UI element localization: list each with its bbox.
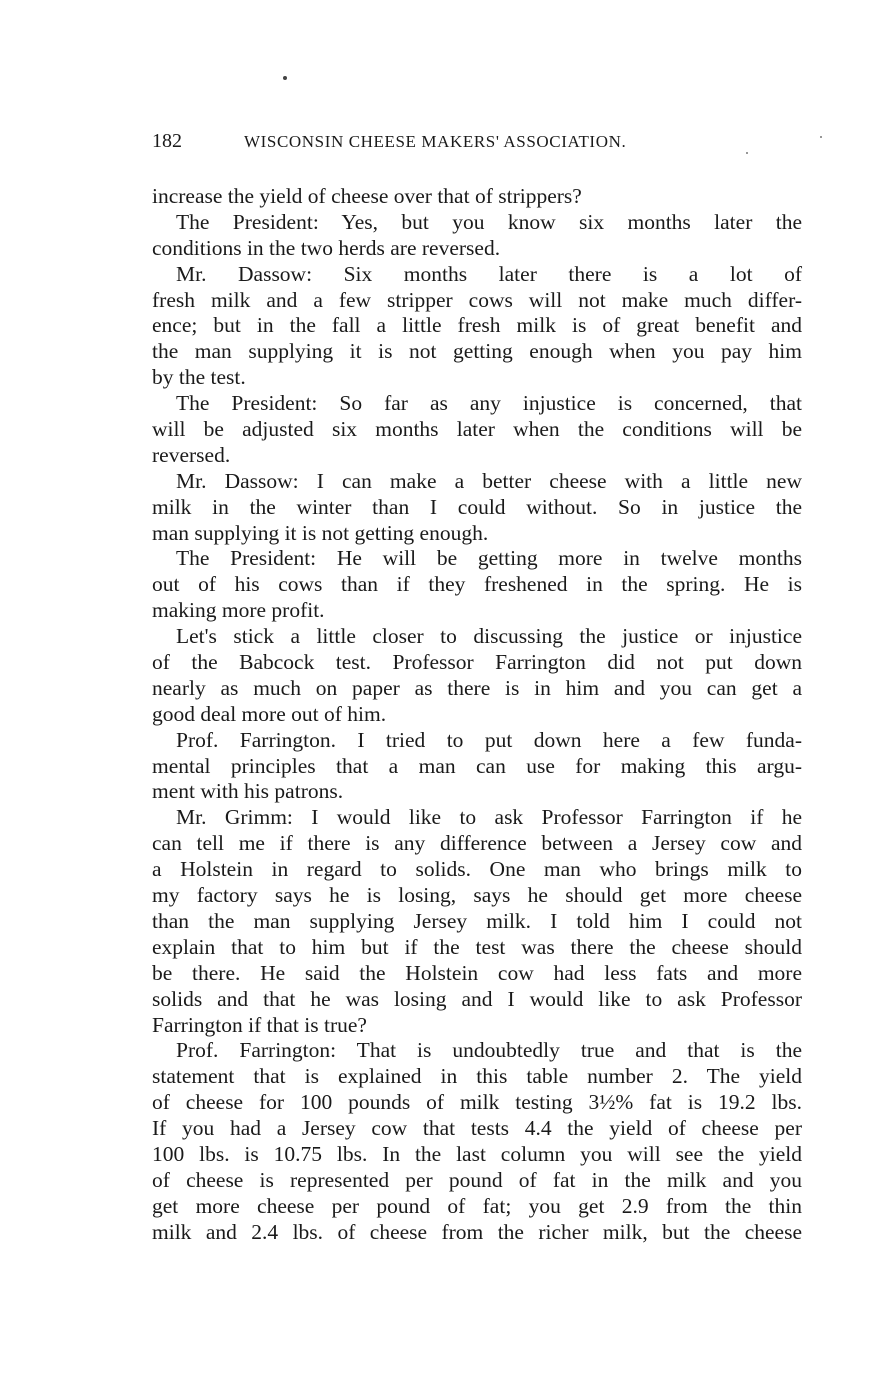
text-line: Mr. Grimm: I would like to ask Professor Farrington if he [176,805,802,830]
text-line: The President: Yes, but you know six months later the [176,209,802,234]
text-line: Prof. Farrington: That is undoubtedly true and that is the [176,1038,802,1063]
text-line: ment with his patrons. [152,779,344,804]
text-line: man supplying it is not getting enough. [152,520,489,545]
text-line: The President: So far as any injustice is concerned, that [176,391,802,416]
text-line: get more cheese per pound of fat; you get 2.9 from the thin [152,1193,802,1218]
text-line: conditions in the two herds are reversed. [152,235,501,260]
text-line: a Holstein in regard to solids. One man who brings milk to [152,857,802,882]
text-line: reversed. [152,442,231,467]
text-line: good deal more out of him. [152,701,387,726]
text-line: Mr. Dassow: I can make a better cheese with a little new [176,468,802,493]
ink-speck [283,76,287,80]
text-line: the man supplying it is not getting enough when you pay him [152,339,802,364]
text-line: of cheese for 100 pounds of milk testing 3½% fat is 19.2 lbs. [152,1090,802,1115]
text-line: The President: He will be getting more in twelve months [176,546,802,571]
text-line: will be adjusted six months later when the conditions will be [152,417,802,442]
text-line: increase the yield of cheese over that of strippers? [152,184,582,208]
text-line: milk in the winter than I could without. So in justice the [152,494,802,519]
text-line: Mr. Dassow: Six months later there is a lot of [176,261,802,286]
page-header [152,130,802,160]
text-line: by the test. [152,365,246,390]
text-line: can tell me if there is any difference between a Jersey cow and [152,831,802,856]
text-line: nearly as much on paper as there is in him and you can get a [152,675,802,700]
text-line: out of his cows than if they freshened in the spring. He is [152,572,802,597]
page-number: 182 [152,130,182,152]
running-title: WISCONSIN CHEESE MAKERS' ASSOCIATION. [244,132,627,151]
text-line: statement that is explained in this table number 2. The yield [152,1064,802,1089]
text-line: explain that to him but if the test was there the cheese should [152,934,802,959]
text-line: milk and 2.4 lbs. of cheese from the richer milk, but the cheese [152,1219,802,1244]
text-line: my factory says he is losing, says he should get more cheese [152,883,802,908]
text-line: making more profit. [152,598,325,623]
text-line: of cheese is represented per pound of fat in the milk and you [152,1167,802,1192]
text-line: Prof. Farrington. I tried to put down here a few funda- [176,727,802,752]
ink-speck [820,136,822,138]
text-line: 100 lbs. is 10.75 lbs. In the last column you will see the yield [152,1141,802,1166]
text-line: Farrington if that is true? [152,1012,367,1037]
text-line: fresh milk and a few stripper cows will not make much differ- [152,287,802,312]
text-line: If you had a Jersey cow that tests 4.4 the yield of cheese per [152,1116,802,1141]
text-line: be there. He said the Holstein cow had less fats and more [152,960,802,985]
text-line: than the man supplying Jersey milk. I told him I could not [152,908,802,933]
text-line: mental principles that a man can use for making this argu- [152,753,802,778]
text-line: ence; but in the fall a little fresh milk is of great benefit and [152,313,802,338]
text-line: solids and that he was losing and I would like to ask Professor [152,986,802,1011]
body-text [152,184,802,1246]
text-line: Let's stick a little closer to discussing the justice or injustice [176,624,802,649]
text-line: of the Babcock test. Professor Farrington did not put down [152,650,802,675]
